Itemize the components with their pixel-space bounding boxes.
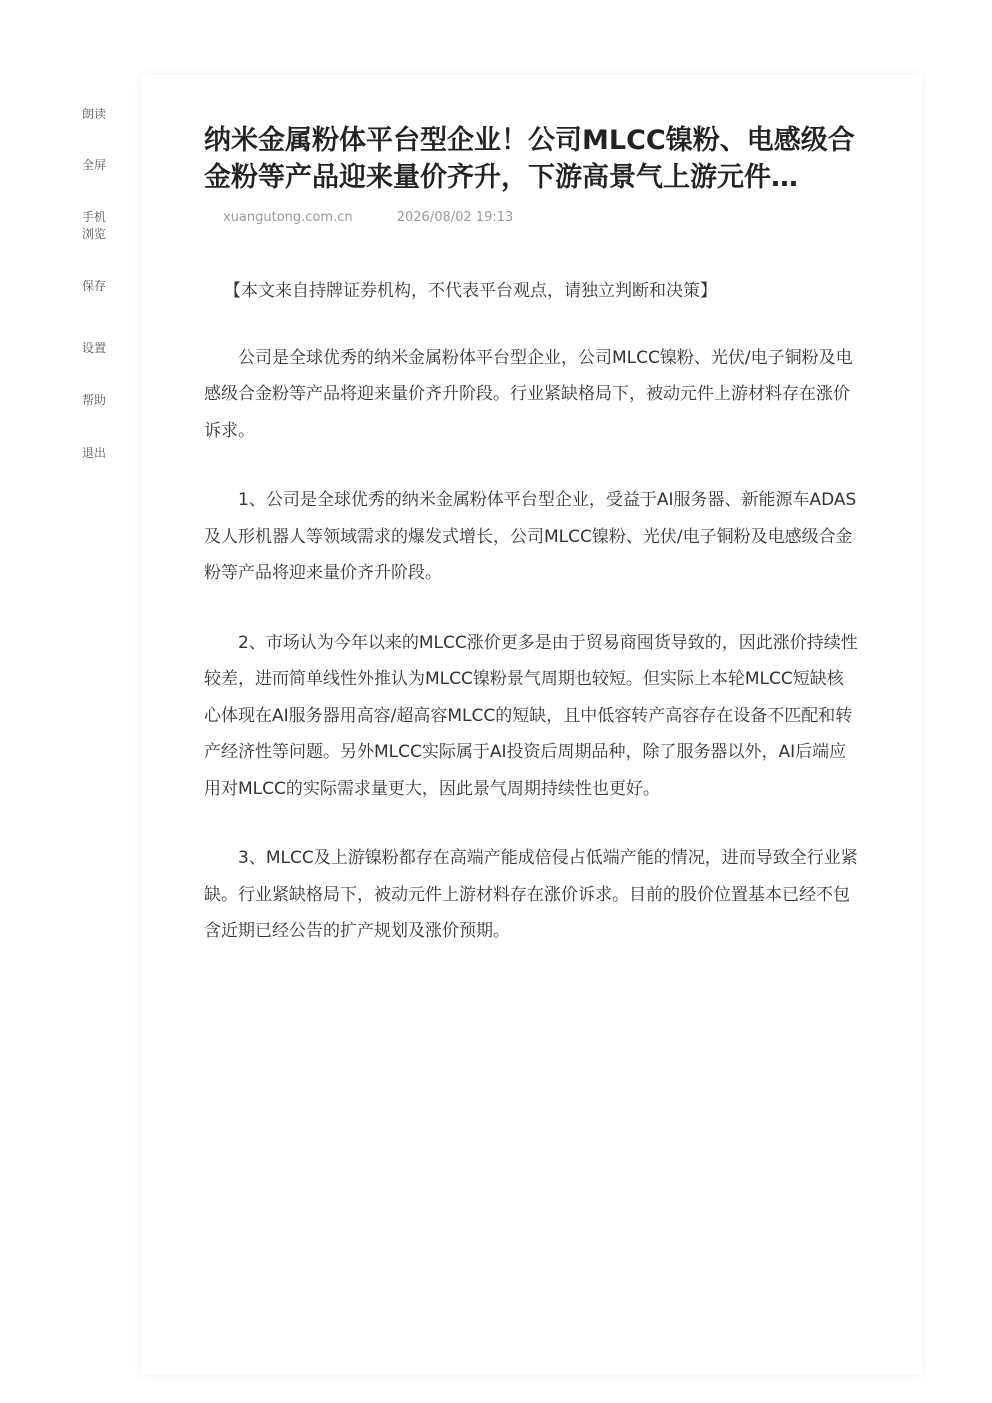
mobile-view-button[interactable]: 手机 浏览: [81, 210, 106, 241]
article-card: [141, 75, 922, 1375]
article-meta: [223, 209, 513, 227]
article-source: xuangutong.com.cn: [223, 210, 353, 225]
article-body: [204, 273, 860, 983]
exit-button[interactable]: 退出: [81, 446, 106, 460]
article-paragraph: 3、MLCC及上游镍粉都存在高端产能成倍侵占低端产能的情况，进而导致全行业紧缺。行业紧缺格局下，被动元件上游材料存在涨价诉求。目前的股价位置基本已经不包含近期已经公告的扩产规划及涨价预期。: [204, 848, 858, 941]
article-paragraph: 1、公司是全球优秀的纳米金属粉体平台型企业，受益于AI服务器、新能源车ADAS及人形机器人等领域需求的爆发式增长，公司MLCC镍粉、光伏/电子铜粉及电感级合金粉等产品将迎来量价齐升阶段。: [204, 490, 857, 583]
save-button[interactable]: 保存: [81, 279, 106, 293]
disclaimer-paragraph: 【本文来自持牌证券机构，不代表平台观点，请独立判断和决策】: [224, 281, 717, 301]
fullscreen-button[interactable]: 全屏: [81, 158, 106, 172]
article-title: 纳米金属粉体平台型企业！公司MLCC镍粉、电感级合金粉等产品迎来量价齐升，下游高景气上游元件…: [204, 125, 855, 193]
help-button[interactable]: 帮助: [81, 393, 106, 407]
article-date: 2026/08/02 19:13: [396, 210, 514, 225]
settings-button[interactable]: 设置: [81, 341, 106, 355]
article-paragraph: 2、市场认为今年以来的MLCC涨价更多是由于贸易商囤货导致的，因此涨价持续性较差，进而简单线性外推认为MLCC镍粉景气周期也较短。但实际上本轮MLCC短缺核心体现在AI服务器用高容/超高容MLCC的短缺，且中低容转产高容存在设备不匹配和转产经济性等问题。另外MLCC实际属于AI投资后周期品种，除了服务器以外，AI后端应用对MLCC的实际需求量更大，因此景气周期持续性也更好。: [204, 632, 858, 799]
article-paragraph: 公司是全球优秀的纳米金属粉体平台型企业，公司MLCC镍粉、光伏/电子铜粉及电感级合金粉等产品将迎来量价齐升阶段。行业紧缺格局下，被动元件上游材料存在涨价诉求。: [204, 347, 853, 441]
read-aloud-button[interactable]: 朗读: [81, 107, 106, 121]
